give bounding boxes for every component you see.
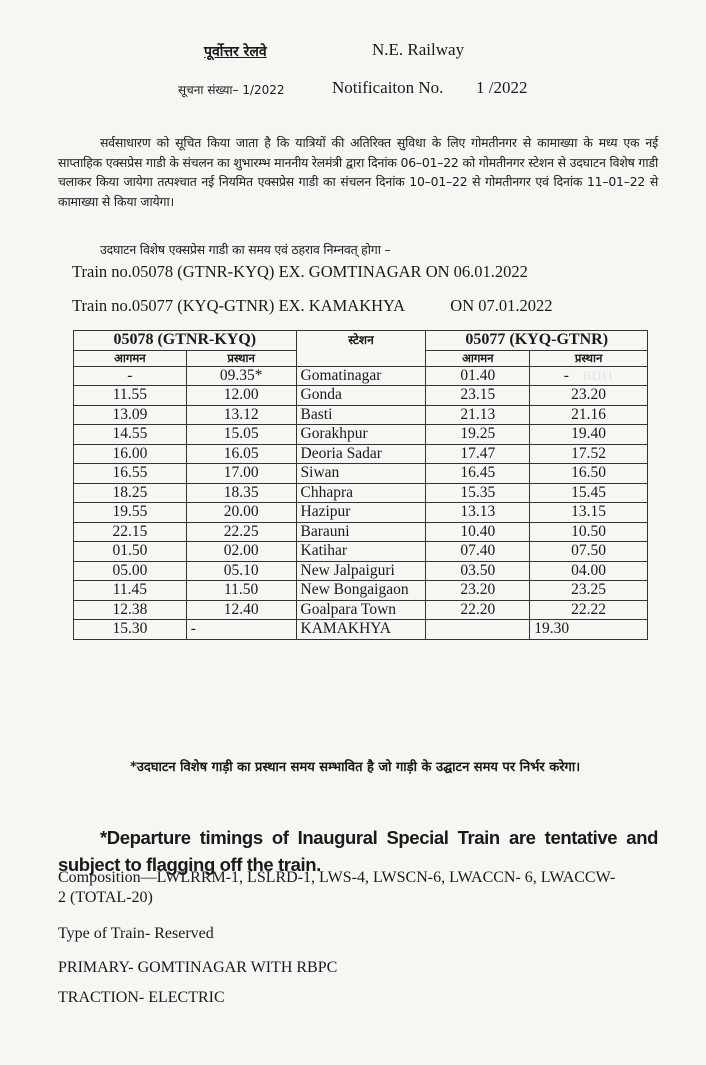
station-name-value: Barauni xyxy=(300,522,350,540)
station-name xyxy=(296,561,426,581)
train-line-05077 xyxy=(72,296,553,316)
departure-05077 xyxy=(530,503,648,523)
arrival-05078-value: 19.55 xyxy=(112,503,148,521)
arrival-05078-value: 22.15 xyxy=(112,522,148,540)
departure-05077 xyxy=(530,561,648,581)
departure-05078 xyxy=(186,386,296,406)
arrival-05078 xyxy=(74,561,187,581)
departure-05077 xyxy=(530,522,648,542)
station-name xyxy=(296,483,426,503)
timetable-row xyxy=(74,405,648,425)
departure-05078-value: 18.35 xyxy=(223,483,259,501)
departure-05078 xyxy=(186,483,296,503)
departure-05078 xyxy=(186,561,296,581)
arrival-05078 xyxy=(74,581,187,601)
arrival-05077 xyxy=(426,366,530,386)
timetable-row xyxy=(74,386,648,406)
departure-05078 xyxy=(186,503,296,523)
primary-line: PRIMARY- GOMTINAGAR WITH RBPC xyxy=(58,959,338,976)
timetable-row xyxy=(74,425,648,445)
departure-05077-value: 23.25 xyxy=(571,581,607,598)
org-name-english: N.E. Railway xyxy=(372,40,465,59)
arrival-05077-value: 03.50 xyxy=(460,561,496,579)
station-name xyxy=(296,620,426,640)
departure-header: प्रस्थान xyxy=(186,350,296,366)
arrival-05077 xyxy=(426,542,530,562)
station-name-value: Basti xyxy=(300,405,333,423)
arrival-05077 xyxy=(426,483,530,503)
org-name-hindi: पूर्वोत्तर रेलवे xyxy=(204,44,267,60)
arrival-05078-value: 11.45 xyxy=(112,581,148,598)
arrival-05077-value: 15.35 xyxy=(460,483,496,501)
arrival-05078-value: 12.38 xyxy=(112,600,148,618)
station-name-value: Gonda xyxy=(300,386,342,404)
arrival-05077-value: 19.25 xyxy=(460,425,496,443)
arrival-05077-value: 16.45 xyxy=(460,464,496,482)
station-name xyxy=(296,366,426,386)
departure-05078 xyxy=(186,464,296,484)
departure-header: प्रस्थान xyxy=(530,350,648,366)
note-hindi: *उदघाटन विशेष गाड़ी का प्रस्थान समय सम्भावित है जो गाड़ी के उद्घाटन समय पर निर्भर करेगा। xyxy=(130,760,581,775)
station-header: स्टेशन xyxy=(296,331,426,367)
station-name xyxy=(296,405,426,425)
departure-05077-value: 17.52 xyxy=(571,444,607,462)
departure-05078 xyxy=(186,444,296,464)
arrival-05077 xyxy=(426,386,530,406)
station-name-value: Goalpara Town xyxy=(300,600,397,618)
schedule-intro-hindi: उदघाटन विशेष एक्सप्रेस गाडी का समय एवं ठहराव निम्नवत् होगा – xyxy=(100,242,391,258)
arrival-05078 xyxy=(74,425,187,445)
station-name-value: New Jalpaiguri xyxy=(300,561,395,579)
departure-05077 xyxy=(530,464,648,484)
departure-05078-value: 12.40 xyxy=(223,600,259,618)
arrival-05078-value: 11.55 xyxy=(112,386,148,404)
station-name xyxy=(296,600,426,620)
departure-05077-value: 19.40 xyxy=(571,425,607,443)
arrival-05077 xyxy=(426,600,530,620)
right-train-header: 05077 (KYQ-GTNR) xyxy=(426,331,648,351)
arrival-05077 xyxy=(426,561,530,581)
station-name-value: Chhapra xyxy=(300,483,354,501)
arrival-05077-value: 07.40 xyxy=(460,542,496,560)
station-name-value: Katihar xyxy=(300,542,348,560)
intro-paragraph-hindi: सर्वसाधारण को सूचित किया जाता है कि यात्रियों की अतिरिक्त सुविधा के लिए गोमतीनगर से कामाख्या के मध्य एक नई साप्ताहिक एक्सप्रेस गाडी के संचलन का शुभारम्भ माननीय रेलमंत्री द्वारा दिनांक 06–01–22 को गोमतीनगर स्टेशन से उदघाटन विशेष गाडी चलाकर किया जायेगा तत्पश्चात नई नियमित एक्सप्रेस गाडी का संचलन दिनांक 10–01–22 से गोमतीनगर एवं दिनांक 11–01–22 से कामाख्या से किया जायेगा। xyxy=(58,135,658,209)
arrival-05077 xyxy=(426,620,530,640)
timetable-row xyxy=(74,366,648,386)
composition-line: Composition—LWLRRM-1, LSLRD-1, LWS-4, LWSCN-6, LWACCN- 6, LWACCW-2 (TOTAL-20) xyxy=(58,869,616,906)
notice-number-hindi: सूचना संख्या– 1/2022 xyxy=(178,83,285,97)
station-name-value: Gomatinagar xyxy=(300,366,382,384)
arrival-05078-value: 01.50 xyxy=(112,542,148,560)
departure-05078-value: 22.25 xyxy=(223,522,259,540)
station-name xyxy=(296,464,426,484)
departure-05078-value: 12.00 xyxy=(223,386,259,404)
departure-05078 xyxy=(186,581,296,601)
departure-05078 xyxy=(186,522,296,542)
arrival-05077 xyxy=(426,581,530,601)
departure-05077-value: 16.50 xyxy=(571,464,607,482)
departure-05078 xyxy=(186,405,296,425)
departure-05078 xyxy=(186,600,296,620)
arrival-05077 xyxy=(426,425,530,445)
traction-line: TRACTION- ELECTRIC xyxy=(58,989,225,1006)
timetable xyxy=(73,330,648,640)
arrival-05078-value: 16.55 xyxy=(112,464,148,482)
station-name xyxy=(296,386,426,406)
departure-05077 xyxy=(530,483,648,503)
arrival-05077-value: 22.20 xyxy=(460,600,496,618)
departure-05077 xyxy=(530,405,648,425)
arrival-05077 xyxy=(426,464,530,484)
departure-05077 xyxy=(530,581,648,601)
departure-05077 xyxy=(530,600,648,620)
timetable-row xyxy=(74,561,648,581)
timetable-row xyxy=(74,620,648,640)
departure-05078-value: 13.12 xyxy=(223,405,259,423)
timetable-row xyxy=(74,503,648,523)
departure-05077 xyxy=(530,366,648,386)
arrival-header: आगमन xyxy=(74,350,187,366)
departure-05078 xyxy=(186,425,296,445)
departure-05077-value: 15.45 xyxy=(571,483,607,501)
train-line-05078 xyxy=(72,262,528,282)
train-origin: EX. KAMAKHYA xyxy=(278,296,405,315)
station-name-value: KAMAKHYA xyxy=(300,620,391,638)
left-train-header: 05078 (GTNR-KYQ) xyxy=(74,331,297,351)
arrival-05078-value: 15.30 xyxy=(112,620,148,638)
station-name xyxy=(296,425,426,445)
arrival-05077-value: 17.47 xyxy=(460,444,496,462)
timetable-row xyxy=(74,444,648,464)
arrival-05077-value: 23.15 xyxy=(460,386,496,404)
arrival-05077-value: 01.40 xyxy=(460,366,496,384)
arrival-05078-value: 16.00 xyxy=(112,444,148,462)
arrival-05077-value: 10.40 xyxy=(460,522,496,540)
arrival-05078 xyxy=(74,483,187,503)
train-date: ON 06.01.2022 xyxy=(425,262,528,281)
station-name-value: Gorakhpur xyxy=(300,425,368,443)
arrival-05078 xyxy=(74,600,187,620)
arrival-05078 xyxy=(74,366,187,386)
departure-05078-value: 05.10 xyxy=(223,561,259,579)
train-label: Train no.05078 (GTNR-KYQ) xyxy=(72,262,275,281)
arrival-05078 xyxy=(74,464,187,484)
timetable-row xyxy=(74,600,648,620)
arrival-05078 xyxy=(74,522,187,542)
station-name xyxy=(296,542,426,562)
departure-05077-value: 19.30 xyxy=(534,620,570,638)
departure-05078-value: 16.05 xyxy=(223,444,259,462)
station-name xyxy=(296,503,426,523)
departure-05077-value: 22.22 xyxy=(571,600,607,618)
departure-05077 xyxy=(530,425,648,445)
note-english: *Departure timings of Inaugural Special Train are tentative and subject to flagging off the train. xyxy=(58,826,658,875)
station-name-value: New Bongaigaon xyxy=(300,581,409,598)
departure-05078-value: 11.50 xyxy=(223,581,259,598)
arrival-05078 xyxy=(74,386,187,406)
departure-05078-value: 09.35* xyxy=(219,366,263,384)
arrival-05077-value: 23.20 xyxy=(460,581,496,598)
station-name xyxy=(296,522,426,542)
timetable-row xyxy=(74,464,648,484)
departure-05078-value: 20.00 xyxy=(223,503,259,521)
departure-05078 xyxy=(186,366,296,386)
arrival-05077-value: 13.13 xyxy=(460,503,496,521)
arrival-05078 xyxy=(74,542,187,562)
departure-05078 xyxy=(186,542,296,562)
train-date: ON 07.01.2022 xyxy=(450,296,553,315)
arrival-05078-value: 13.09 xyxy=(112,405,148,423)
departure-05077 xyxy=(530,386,648,406)
arrival-05078 xyxy=(74,620,187,640)
departure-05077 xyxy=(530,444,648,464)
departure-05078-value: 17.00 xyxy=(223,464,259,482)
arrival-header: आगमन xyxy=(426,350,530,366)
timetable-row xyxy=(74,483,648,503)
departure-05077-value: - xyxy=(563,366,569,384)
watermark: BD11 xyxy=(582,367,614,383)
station-name xyxy=(296,444,426,464)
timetable-row xyxy=(74,522,648,542)
arrival-05078-value: 18.25 xyxy=(112,483,148,501)
departure-05077-value: 10.50 xyxy=(571,522,607,540)
station-name xyxy=(296,581,426,601)
departure-05077 xyxy=(530,620,648,640)
arrival-05077 xyxy=(426,405,530,425)
timetable-row xyxy=(74,581,648,601)
arrival-05078 xyxy=(74,444,187,464)
departure-05078 xyxy=(186,620,296,640)
notice-label-english: Notificaiton No. xyxy=(332,78,444,97)
departure-05077 xyxy=(530,542,648,562)
arrival-05078-value: 05.00 xyxy=(112,561,148,579)
departure-05077-value: 13.15 xyxy=(571,503,607,521)
departure-05078-value: 02.00 xyxy=(223,542,259,560)
arrival-05078 xyxy=(74,503,187,523)
arrival-05078-value: 14.55 xyxy=(112,425,148,443)
train-origin: EX. GOMTINAGAR xyxy=(278,262,422,281)
train-label: Train no.05077 (KYQ-GTNR) xyxy=(72,296,275,315)
station-name-value: Siwan xyxy=(300,464,340,482)
departure-05078-value: - xyxy=(190,620,196,638)
timetable-body xyxy=(74,366,648,639)
train-type-line: Type of Train- Reserved xyxy=(58,925,214,942)
arrival-05078-value: - xyxy=(127,366,133,384)
arrival-05078 xyxy=(74,405,187,425)
arrival-05077 xyxy=(426,444,530,464)
arrival-05077 xyxy=(426,503,530,523)
notice-number-english: 1 /2022 xyxy=(476,78,528,97)
departure-05077-value: 04.00 xyxy=(571,561,607,579)
station-name-value: Hazipur xyxy=(300,503,351,521)
departure-05077-value: 07.50 xyxy=(571,542,607,560)
arrival-05077-value: 21.13 xyxy=(460,405,496,423)
timetable-row xyxy=(74,542,648,562)
departure-05077-value: 21.16 xyxy=(571,405,607,423)
departure-05078-value: 15.05 xyxy=(223,425,259,443)
arrival-05077 xyxy=(426,522,530,542)
station-name-value: Deoria Sadar xyxy=(300,444,382,462)
departure-05077-value: 23.20 xyxy=(571,386,607,404)
